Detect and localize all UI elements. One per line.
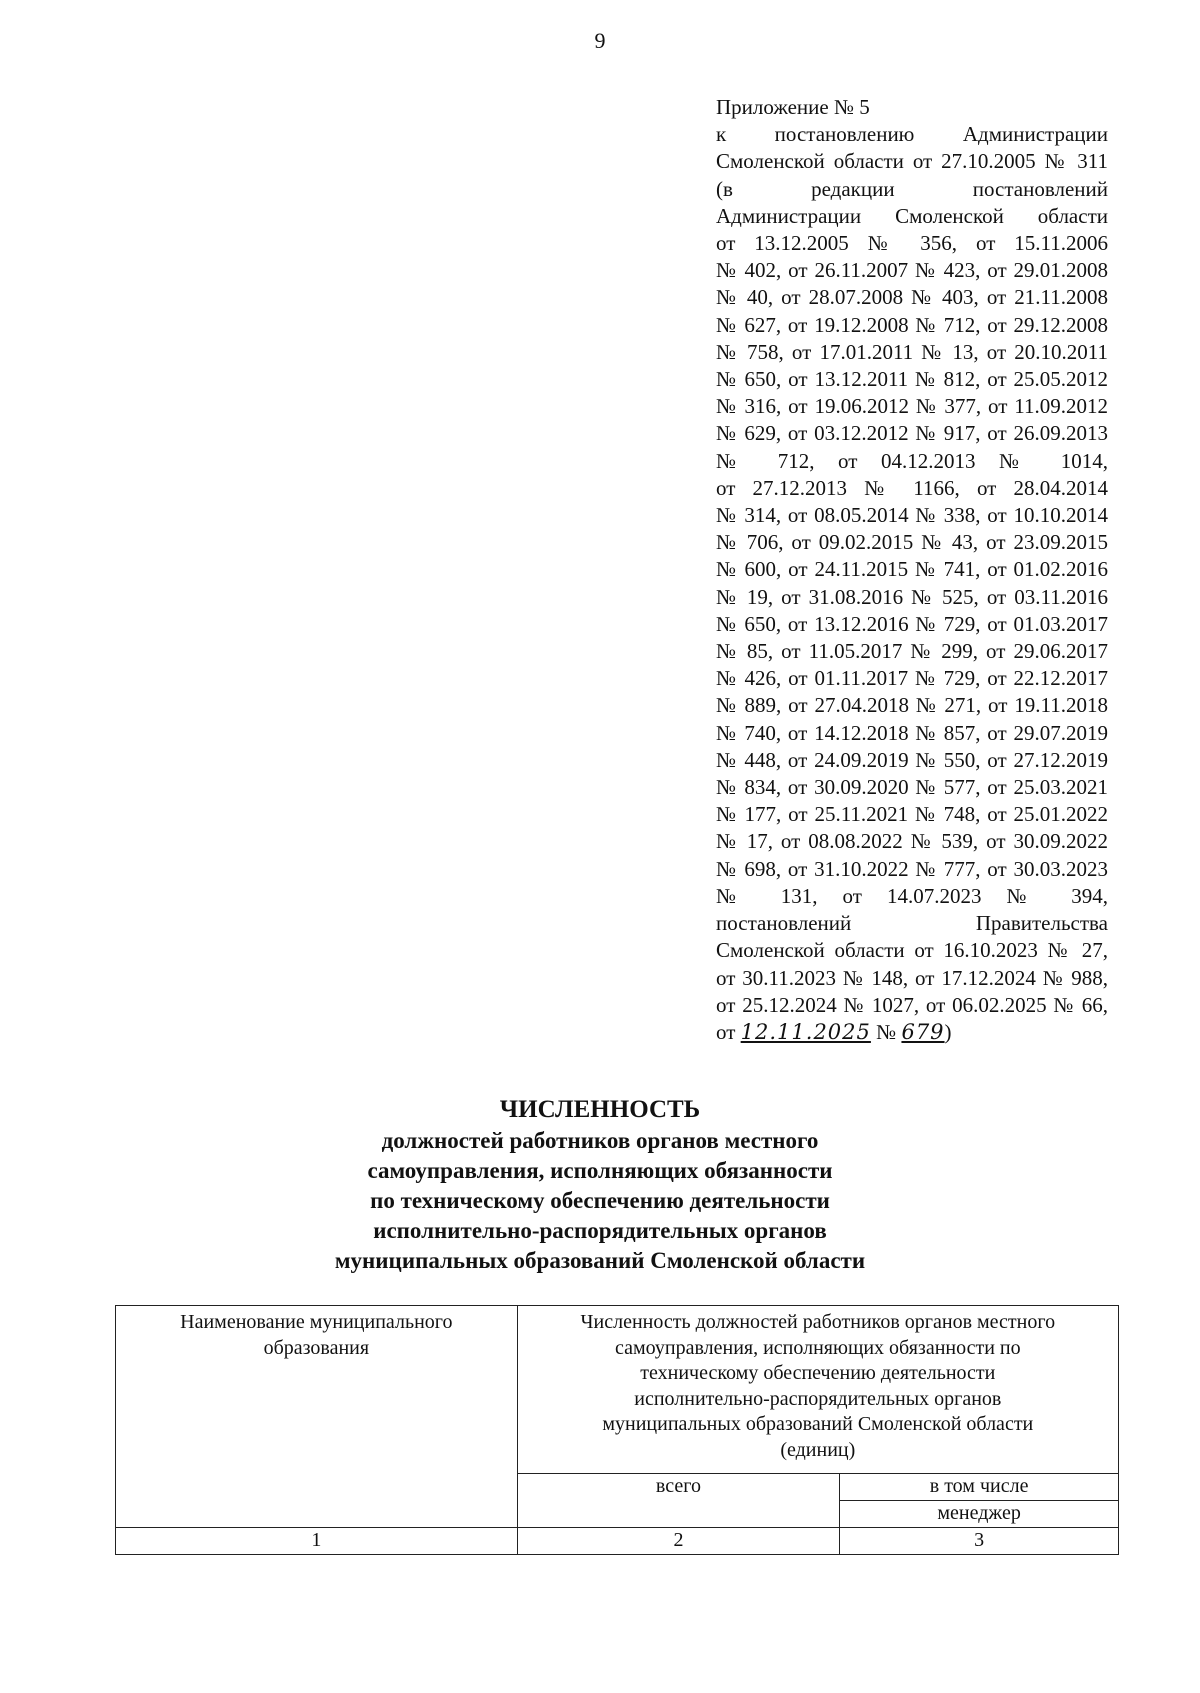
handwritten-date: 12.11.2025 xyxy=(740,1019,871,1044)
document-title xyxy=(0,1093,1200,1276)
annex-line: № 177, от 25.11.2021 № 748, от 25.01.2022 xyxy=(716,802,1108,827)
header-text-line: исполнительно-распорядительных органов xyxy=(634,1387,1002,1410)
annex-line: № 889, от 27.04.2018 № 271, от 19.11.2018 xyxy=(716,693,1108,718)
annex-line: № 40, от 28.07.2008 № 403, от 21.11.2008 xyxy=(716,285,1108,310)
annex-line: от 30.11.2023 № 148, от 17.12.2024 № 988, xyxy=(716,965,1108,990)
title-sub-line: самоуправления, исполняющих обязанности xyxy=(367,1158,833,1183)
annex-line: № 314, от 08.05.2014 № 338, от 10.10.2014 xyxy=(716,503,1108,528)
table-numbering-row xyxy=(116,1528,1119,1555)
annex-line: № 629, от 03.12.2012 № 917, от 26.09.2013 xyxy=(716,421,1108,446)
header-staff-count xyxy=(517,1306,1118,1474)
annex-line: № 402, от 26.11.2007 № 423, от 29.01.2008 xyxy=(716,258,1108,283)
annex-line: № 600, от 24.11.2015 № 741, от 01.02.2016 xyxy=(716,557,1108,582)
header-text-line: самоуправления, исполняющих обязанности по xyxy=(614,1336,1021,1359)
annex-line: № 698, от 31.10.2022 № 777, от 30.03.2023 xyxy=(716,856,1108,881)
annex-line: постановлений Правительства xyxy=(716,911,1108,936)
annex-line: от 27.12.2013 № 1166, от 28.04.2014 xyxy=(716,475,1108,500)
annex-line: от 13.12.2005 № 356, от 15.11.2006 xyxy=(716,231,1108,256)
annex-number-sign: № xyxy=(870,1019,902,1044)
annex-line: (в редакции постановлений xyxy=(716,176,1108,201)
header-including: в том числе xyxy=(840,1474,1119,1501)
annex-line: от 25.12.2024 № 1027, от 06.02.2025 № 66, xyxy=(716,992,1108,1017)
annex-line: к постановлению Администрации xyxy=(716,122,1108,147)
column-number: 1 xyxy=(116,1528,518,1555)
title-sub-line: должностей работников органов местного xyxy=(381,1128,819,1153)
annex-reference-block xyxy=(716,94,1108,1046)
header-text-line: техническому обеспечению деятельности xyxy=(640,1362,996,1384)
page-number: 9 xyxy=(594,28,606,53)
annex-line: № 650, от 13.12.2016 № 729, от 01.03.2017 xyxy=(716,611,1108,636)
header-text-line: Наименование муниципального xyxy=(180,1311,453,1333)
staffing-table xyxy=(115,1305,1119,1555)
annex-line: № 426, от 01.11.2017 № 729, от 22.12.2017 xyxy=(716,666,1108,691)
annex-final-suffix: ) xyxy=(944,1019,952,1044)
annex-line: № 834, от 30.09.2020 № 577, от 25.03.2021 xyxy=(716,775,1108,800)
header-text-line: муниципальных образований Смоленской области xyxy=(602,1413,1034,1435)
header-text-line: образования xyxy=(263,1336,370,1359)
header-text-line: Численность должностей работников органов местного xyxy=(580,1311,1056,1333)
annex-final-prefix: от xyxy=(716,1019,741,1044)
table-header-row xyxy=(116,1306,1119,1474)
annex-line: Смоленской области от 16.10.2023 № 27, xyxy=(716,938,1108,963)
annex-line: № 448, от 24.09.2019 № 550, от 27.12.2019 xyxy=(716,747,1108,772)
title-sub-line: по техническому обеспечению деятельности xyxy=(370,1188,830,1213)
annex-line: № 17, от 08.08.2022 № 539, от 30.09.2022 xyxy=(716,829,1108,854)
annex-line: № 131, от 14.07.2023 № 394, xyxy=(716,883,1108,908)
annex-line: № 758, от 17.01.2011 № 13, от 20.10.2011 xyxy=(716,339,1108,364)
annex-line: № 650, от 13.12.2011 № 812, от 25.05.2012 xyxy=(716,367,1108,392)
annex-line: № 712, от 04.12.2013 № 1014, xyxy=(716,448,1108,473)
annex-line: Приложение № 5 xyxy=(716,95,870,119)
annex-line: № 85, от 11.05.2017 № 299, от 29.06.2017 xyxy=(716,639,1108,664)
annex-line: Администрации Смоленской области xyxy=(716,203,1108,228)
annex-final-line xyxy=(716,1019,1108,1046)
title-sub-line: муниципальных образований Смоленской области xyxy=(334,1248,866,1273)
annex-line: № 706, от 09.02.2015 № 43, от 23.09.2015 xyxy=(716,530,1108,555)
column-number: 3 xyxy=(840,1528,1119,1555)
title-sub-line: исполнительно-распорядительных органов xyxy=(373,1218,827,1243)
annex-line: № 740, от 14.12.2018 № 857, от 29.07.2019 xyxy=(716,720,1108,745)
annex-line: Смоленской области от 27.10.2005 № 311 xyxy=(716,149,1108,174)
header-total: всего xyxy=(517,1474,840,1528)
column-number: 2 xyxy=(517,1528,840,1555)
header-manager: менеджер xyxy=(840,1501,1119,1528)
handwritten-number: 679 xyxy=(901,1019,945,1044)
header-municipality-name xyxy=(116,1306,518,1528)
annex-line: № 19, от 31.08.2016 № 525, от 03.11.2016 xyxy=(716,584,1108,609)
header-text-line: (единиц) xyxy=(780,1438,856,1461)
annex-line: № 627, от 19.12.2008 № 712, от 29.12.2008 xyxy=(716,312,1108,337)
annex-line: № 316, от 19.06.2012 № 377, от 11.09.2012 xyxy=(716,394,1108,419)
title-main: ЧИСЛЕННОСТЬ xyxy=(499,1096,701,1123)
